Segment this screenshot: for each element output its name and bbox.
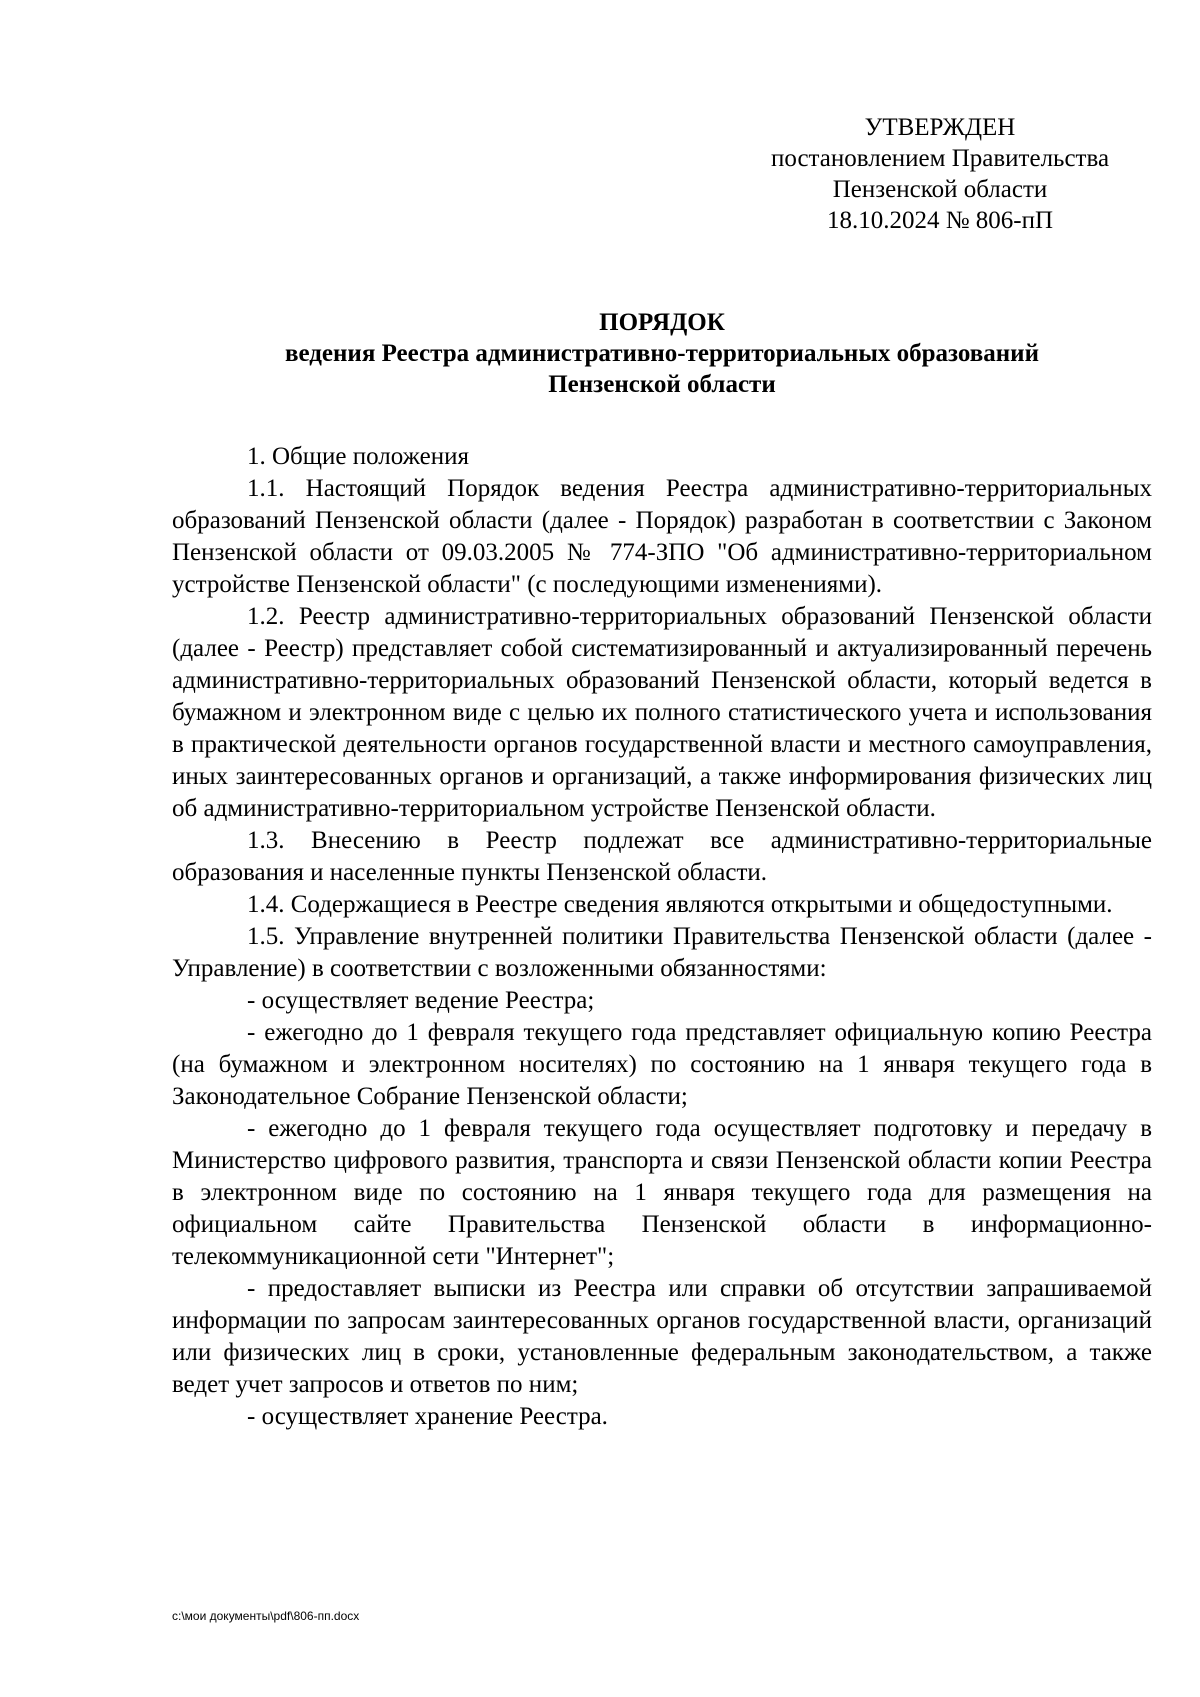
file-path-footer: c:\мои документы\pdf\806-пп.docx <box>172 1609 360 1623</box>
approval-status: УТВЕРЖДЕН <box>864 114 1016 141</box>
list-item: - ежегодно до 1 февраля текущего года осуществляет подготовку и передачу в Министерство цифрового развития, транспорта и связи Пензенской области копии Реестра в электронном виде по состоянию на 1 января текущего года для размещения на официальном сайте Правительства Пензенской области в информационно-телекоммуникационной сети "Интернет"; <box>172 1115 1152 1270</box>
approval-date-number: 18.10.2024 № 806-пП <box>826 207 1054 234</box>
approval-issuer: постановлением Правительства <box>770 145 1110 172</box>
paragraph-1-3: 1.3. Внесению в Реестр подлежат все административно-территориальные образования и населенные пункты Пензенской области. <box>172 827 1152 886</box>
paragraph-1-4: 1.4. Содержащиеся в Реестре сведения являются открытыми и общедоступными. <box>247 891 1113 918</box>
list-item: - предоставляет выписки из Реестра или справки об отсутствии запрашиваемой информации по запросам заинтересованных органов государственной власти, организаций или физических лиц в сроки, установленные федеральным законодательством, а также ведет учет запросов и ответов по ним; <box>172 1275 1152 1398</box>
document-title <box>172 307 1152 400</box>
list-item: - осуществляет ведение Реестра; <box>247 987 595 1014</box>
title-main: ПОРЯДОК <box>599 309 725 336</box>
title-region: Пензенской области <box>548 371 776 398</box>
document-body <box>172 441 1152 1433</box>
paragraph-1-2: 1.2. Реестр административно-территориальных образований Пензенской области (далее - Реестр) представляет собой систематизированный и актуализированный перечень административно-территориальных образований Пензенской области, который ведется в бумажном и электронном виде с целью их полного статистического учета и использования в практической деятельности органов государственной власти и местного самоуправления, иных заинтересованных органов и организаций, а также информирования физических лиц об административно-территориальном устройстве Пензенской области. <box>172 603 1152 822</box>
approval-region: Пензенской области <box>832 176 1048 203</box>
approval-block <box>740 112 1140 236</box>
list-item: - осуществляет хранение Реестра. <box>247 1403 608 1430</box>
title-subtitle: ведения Реестра административно-территориальных образований <box>285 340 1039 367</box>
paragraph-1-1: 1.1. Настоящий Порядок ведения Реестра административно-территориальных образований Пензенской области (далее - Порядок) разработан в соответствии с Законом Пензенской области от 09.03.2005 № 774-ЗПО "Об административно-территориальном устройстве Пензенской области" (с последующими изменениями). <box>172 475 1152 598</box>
list-item: - ежегодно до 1 февраля текущего года представляет официальную копию Реестра (на бумажном и электронном носителях) по состоянию на 1 января текущего года в Законодательное Собрание Пензенской области; <box>172 1019 1152 1110</box>
section-heading: 1. Общие положения <box>247 443 469 470</box>
paragraph-1-5: 1.5. Управление внутренней политики Правительства Пензенской области (далее - Управление) в соответствии с возложенными обязанностями: <box>172 923 1152 982</box>
